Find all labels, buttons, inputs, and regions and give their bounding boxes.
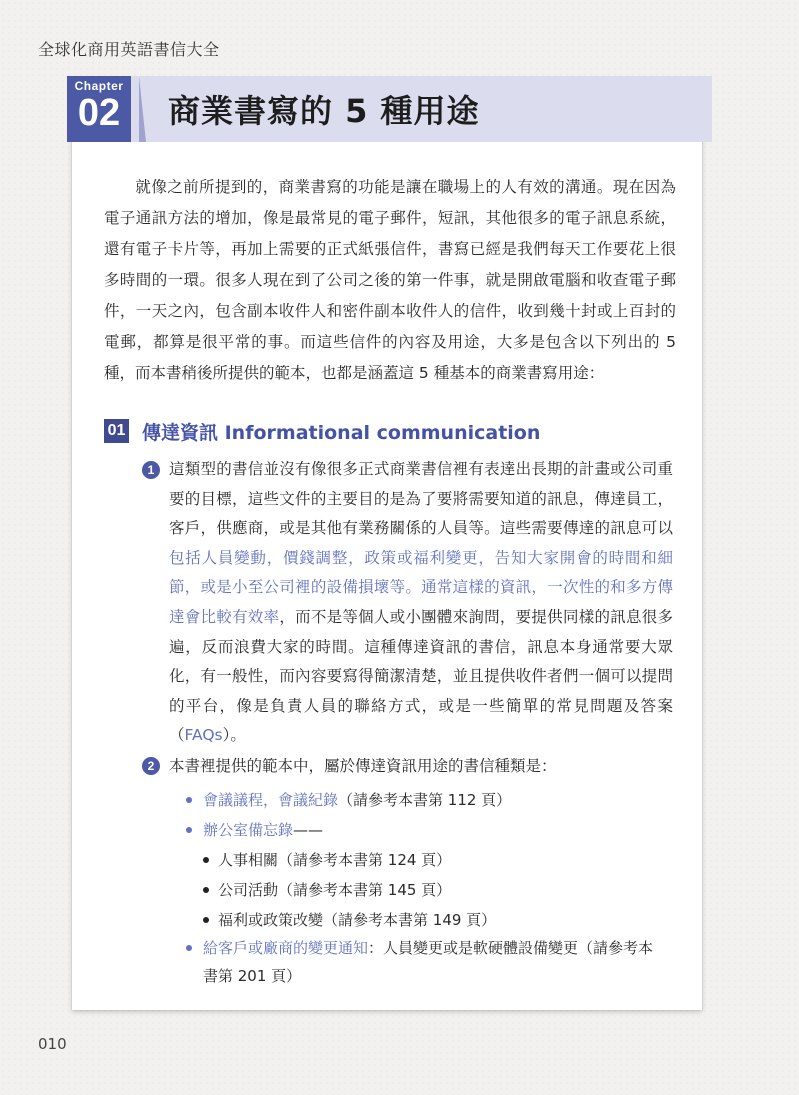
bullet-icon <box>203 887 209 893</box>
point-2-text: 本書裡提供的範本中，屬於傳達資訊用途的書信種類是： <box>169 757 557 775</box>
section-heading <box>104 418 540 444</box>
list-item-label: 會議議程，會議紀錄 <box>203 791 339 809</box>
page-number: 010 <box>38 1035 67 1053</box>
point-1-marker: 1 <box>142 461 160 479</box>
section-title: 傳達資訊 Informational communication <box>142 421 541 444</box>
list-item <box>203 816 323 844</box>
list-item <box>218 846 451 874</box>
list-item <box>218 876 451 904</box>
list-item-ref: （請參考本書第 145 頁） <box>278 881 452 899</box>
point-1-text-d: ）。 <box>222 726 246 745</box>
point-1-highlight: 包括人員變動，價錢調整，政策或福利變更，告知大家開會的時間和細節，或是小至公司裡的設備損壞等。通常這樣的資訊，一次性的和多方傳達會比較有效率 <box>169 548 673 626</box>
bullet-icon <box>203 857 209 863</box>
faq-link: FAQs <box>184 726 223 745</box>
list-item-label: 辦公室備忘錄 <box>203 821 294 839</box>
list-item-ref: （請參考本書第 124 頁） <box>278 851 452 869</box>
list-item-label: 公司活動 <box>218 881 279 899</box>
point-1-text-a: 這類型的書信並沒有像很多正式商業書信裡有表達出長期的計畫或公司重要的目標，這些文件的主要目的是為了要將需要知道的訊息，傳達員工，客戶，供應商，或是其他有業務關係的人員等。這些需要傳達的訊息可以 <box>169 460 673 538</box>
list-item <box>203 786 511 814</box>
list-item-ref: （請參考本書第 149 頁） <box>323 911 497 929</box>
chapter-label: Chapter <box>74 79 124 93</box>
section-number: 01 <box>104 419 129 443</box>
bullet-icon <box>186 827 192 833</box>
list-item-continuation: 書第 201 頁） <box>203 967 302 985</box>
list-item-label: 福利或政策改變 <box>218 911 324 929</box>
point-1-paragraph <box>169 455 673 751</box>
book-title: 全球化商用英語書信大全 <box>38 40 220 59</box>
chapter-divider <box>139 76 146 142</box>
point-1-text-c: ，而不是等個人或小團體來詢問，要提供同樣的訊息很多遍，反而浪費大家的時間。這種傳達資訊的書信，訊息本身通常要大眾化，有一般性，而內容要寫得簡潔清楚，並且提供收件者們一個可以提問的平台，像是負責人員的聯絡方式，或是一些簡單的常見問題及答案（ <box>169 607 673 745</box>
list-item-ref: —— <box>293 821 324 839</box>
bullet-icon <box>203 917 209 923</box>
list-item-ref: （請參考本書第 112 頁） <box>338 791 512 809</box>
chapter-badge <box>67 76 131 142</box>
list-item <box>203 934 653 962</box>
chapter-number: 02 <box>77 92 121 134</box>
list-item-ref: ：人員變更或是軟硬體設備變更（請參考本 <box>368 939 654 957</box>
list-item-label: 給客戶或廠商的變更通知 <box>203 939 369 957</box>
point-2-marker: 2 <box>142 757 160 775</box>
bullet-icon <box>186 945 192 951</box>
intro-text: 就像之前所提到的，商業書寫的功能是讓在職場上的人有效的溝通。現在因為電子通訊方法的增加，像是最常見的電子郵件，短訊，其他很多的電子訊息系統，還有電子卡片等，再加上需要的正式紙張信件，書寫已經是我們每天工作要花上很多時間的一環。很多人現在到了公司之後的第一件事，就是開啟電腦和收查電子郵件，一天之內，包含副本收件人和密件副本收件人的信件，收到幾十封或上百封的電郵，都算是很平常的事。而這些信件的內容及用途，大多是包含以下列出的 5 種，而本書稍後所提供的範本，也都是涵蓋這 5 種基本的商業書寫用途： <box>104 178 676 382</box>
list-item <box>218 906 496 934</box>
list-item-label: 人事相關 <box>218 851 279 869</box>
chapter-title: 商業書寫的 5 種用途 <box>168 92 480 130</box>
bullet-icon <box>186 797 192 803</box>
intro-paragraph <box>104 172 676 389</box>
